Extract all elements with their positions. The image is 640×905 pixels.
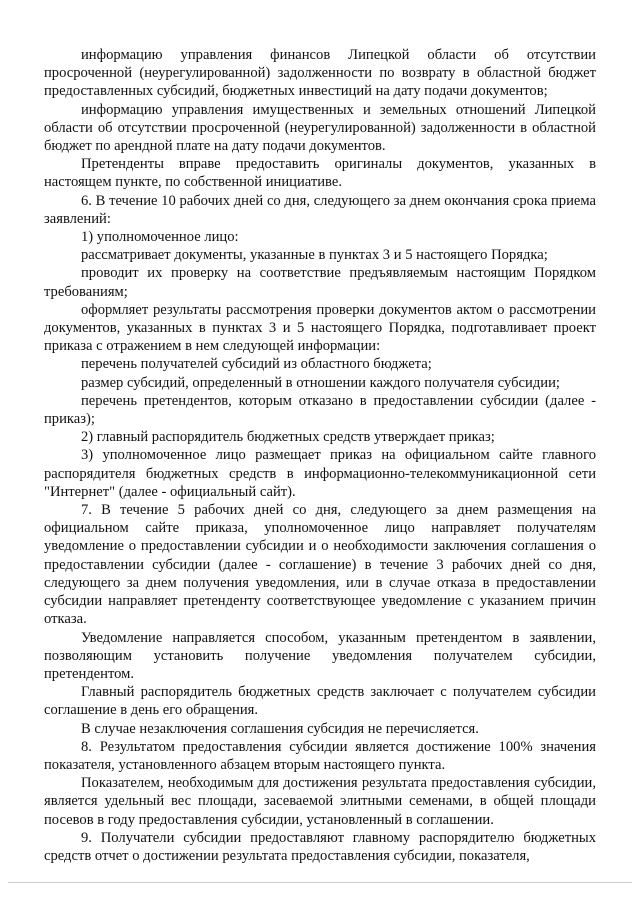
paragraph-act-of-review: оформляет результаты рассмотрения проверки документов актом о рассмотрении документов, указанных в пунктах 3 и 5 настоящего Порядка, подготавливает проект приказа с отражением в нем следующей информации:	[44, 301, 596, 355]
paragraph-recipients-list: перечень получателей субсидий из областного бюджета;	[81, 356, 432, 373]
paragraph-notification-method: Уведомление направляется способом, указанным претендентом в заявлении, позволяющим установить получение уведомления получателем субсидии, претендентом.	[44, 629, 596, 682]
paragraph-reviews-documents: рассматривает документы, указанные в пунктах 3 и 5 настоящего Порядка;	[81, 247, 548, 264]
paragraph-agreement-conclusion: Главный распорядитель бюджетных средств заключает с получателем субсидии соглашение в день его обращения.	[44, 684, 596, 719]
paragraph-clause-8: 8. Результатом предоставления субсидии является достижение 100% значения показателя, установленного абзацем вторым настоящего пункта.	[44, 738, 596, 773]
paragraph-clause-6: 6. В течение 10 рабочих дней со дня, следующего за днем окончания срока приема заявлений:	[44, 192, 596, 227]
paragraph-checks-requirements: проводит их проверку на соответствие предъявляемым настоящим Порядком требованиям;	[44, 265, 596, 300]
paragraph-clause-6-2: 2) главный распорядитель бюджетных средств утверждает приказ;	[81, 429, 495, 446]
paragraph-property-info: информацию управления имущественных и земельных отношений Липецкой области об отсутствии просроченной (неурегулированной) задолженности в областной бюджет по арендной плате на дату подачи документов.	[44, 101, 596, 155]
paragraph-clause-6-1: 1) уполномоченное лицо:	[81, 229, 239, 246]
paragraph-clause-6-3: 3) уполномоченное лицо размещает приказ на официальном сайте главного распорядителя бюджетных средств в информационно-телекоммуникационной сети "Интернет" (далее - официальный сайт).	[44, 447, 596, 500]
paragraph-indicator: Показателем, необходимым для достижения результата предоставления субсидии, является удельный вес площади, засеваемой элитными семенами, в общей площади посевов в году предоставления субсидии, установленный в соглашении.	[44, 775, 596, 828]
paragraph-finance-info: информацию управления финансов Липецкой области об отсутствии просроченной (неурегулированной) задолженности по возврату в областной бюджет предоставленных субсидий, бюджетных инвестиций на дату подачи документов;	[44, 47, 596, 100]
paragraph-no-agreement: В случае незаключения соглашения субсидия не перечисляется.	[81, 720, 479, 737]
document-page	[44, 46, 596, 865]
paragraph-clause-9: 9. Получатели субсидии предоставляют главному распорядителю бюджетных средств отчет о достижении результата предоставления субсидии, показателя,	[44, 829, 596, 864]
paragraph-clause-7: 7. В течение 5 рабочих дней со дня, следующего за днем размещения на официальном сайте приказа, уполномоченное лицо направляет получателям уведомление о предоставлении субсидии и о необходимости заключения соглашения о предоставлении субсидии (далее - соглашение) в течение 3 рабочих дней со дня, следующего за днем получения уведомления, или в случае отказа в предоставлении субсидии направляет претенденту соответствующее уведомление с указанием причин отказа.	[44, 502, 596, 628]
paragraph-refused-list: перечень претендентов, которым отказано в предоставлении субсидии (далее - приказ);	[44, 392, 596, 428]
page-bottom-divider	[8, 882, 632, 883]
paragraph-subsidy-size: размер субсидий, определенный в отношении каждого получателя субсидии;	[81, 374, 560, 391]
paragraph-originals: Претенденты вправе предоставить оригиналы документов, указанных в настоящем пункте, по собственной инициативе.	[44, 156, 596, 191]
